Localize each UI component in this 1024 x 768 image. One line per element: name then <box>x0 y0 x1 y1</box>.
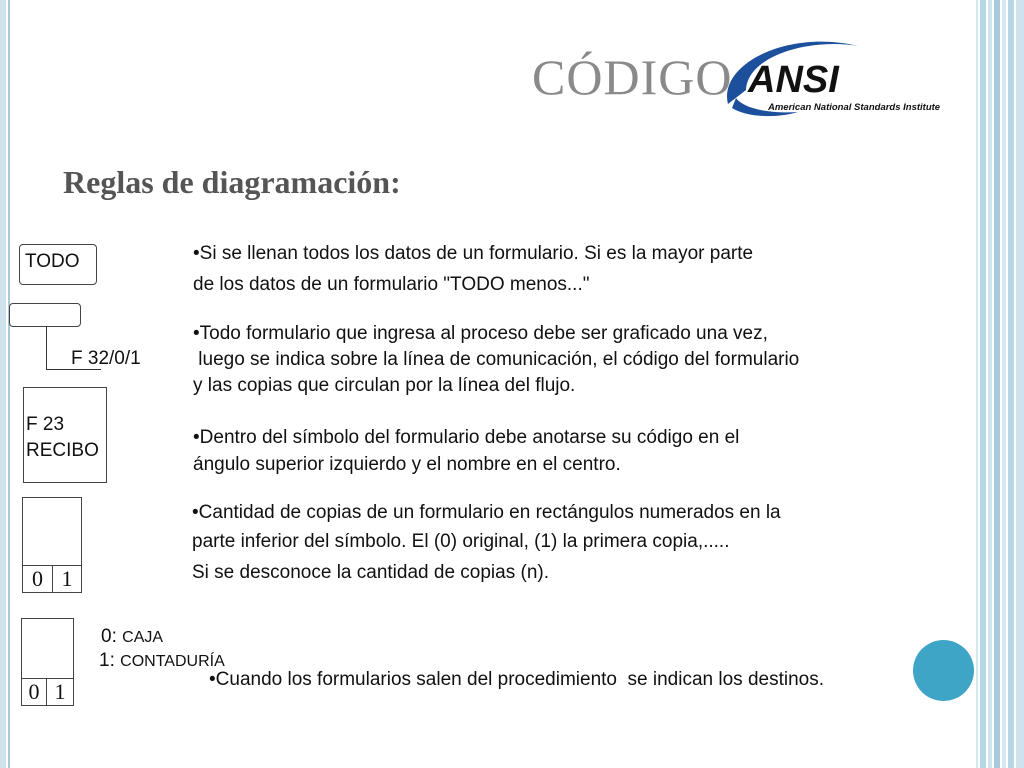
ansi-logo-subtext: American National Standards Institute <box>768 102 941 113</box>
blank-form-symbol <box>9 303 81 327</box>
right-border-stripe <box>1016 0 1024 768</box>
right-border-stripe <box>988 0 992 768</box>
right-border-stripe <box>980 0 986 768</box>
todo-label: TODO <box>25 251 80 272</box>
rule-line: y las copias que circulan por la línea del flujo. <box>193 375 576 396</box>
left-border-line <box>8 0 10 768</box>
destination-item <box>99 650 225 672</box>
todo-symbol <box>19 244 97 285</box>
rule-line: •Cantidad de copias de un formulario en rectángulos numerados en la <box>192 502 781 523</box>
right-border-stripe <box>1002 0 1006 768</box>
left-border-stripe <box>0 0 6 768</box>
rule-paragraph <box>209 612 824 720</box>
ansi-logo <box>718 34 943 120</box>
copies-symbol <box>22 497 82 593</box>
flow-line-vertical <box>46 326 47 370</box>
rule-paragraph <box>193 424 739 478</box>
form-code-label: F 32/0/1 <box>71 348 141 369</box>
ansi-logo-text: ANSI <box>748 59 839 101</box>
rule-line: •Cuando los formularios salen del procedimiento se indican los destinos. <box>209 669 824 690</box>
rule-paragraph <box>192 498 781 587</box>
destination-number: 1: <box>99 650 115 671</box>
slide-title: CÓDIGO <box>532 49 733 105</box>
rule-line: •Todo formulario que ingresa al proceso debe ser graficado una vez, <box>193 323 768 344</box>
rule-line: •Dentro del símbolo del formulario debe anotarse su código en el <box>193 427 740 448</box>
right-border-stripe <box>976 0 978 768</box>
form-symbol <box>23 387 107 483</box>
destination-number: 0: <box>101 626 117 647</box>
decorative-circle <box>913 640 974 701</box>
rule-line: •Si se llenan todos los datos de un formulario. Si es la mayor parte <box>193 243 754 264</box>
rule-line: Si se desconoce la cantidad de copias (n). <box>192 562 549 583</box>
right-border-stripe <box>1008 0 1014 768</box>
copy-cell-original: 0 <box>23 565 53 592</box>
rule-paragraph <box>193 240 753 298</box>
right-border-stripe <box>994 0 1000 768</box>
copy-cell-first: 1 <box>47 678 73 705</box>
copy-cell-original: 0 <box>22 678 47 705</box>
rule-line: luego se indica sobre la línea de comunicación, el código del formulario <box>193 349 800 370</box>
section-heading: Reglas de diagramación: <box>63 164 401 200</box>
form-code: F 23 <box>26 414 65 435</box>
destination-name: CONTADURÍA <box>120 653 225 670</box>
rule-line: ángulo superior izquierdo y el nombre en el centro. <box>193 454 621 475</box>
destination-name: CAJA <box>122 629 164 646</box>
rule-line: parte inferior del símbolo. El (0) original, (1) la primera copia,..... <box>192 531 730 552</box>
destination-form-symbol <box>21 618 74 706</box>
form-name: RECIBO <box>26 440 99 461</box>
copy-cell-first: 1 <box>53 565 81 592</box>
rule-paragraph <box>193 321 799 399</box>
rule-line: de los datos de un formulario "TODO menos..." <box>193 274 590 295</box>
destination-item <box>101 626 163 648</box>
